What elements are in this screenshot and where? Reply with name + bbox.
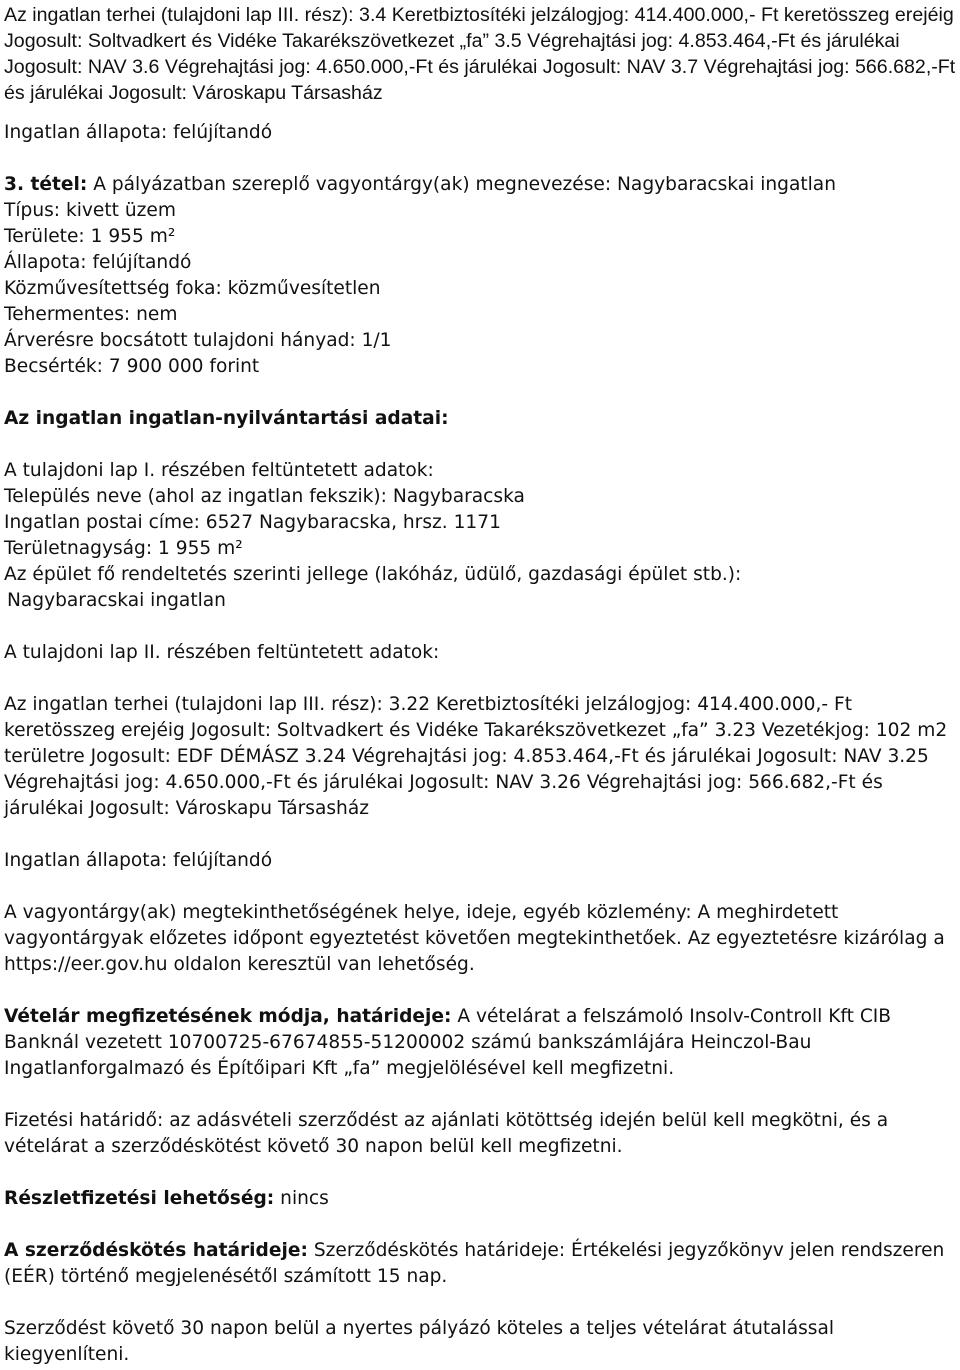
- contract-deadline-text: Szerződéskötés határideje: Értékelési jegyzőkönyv jelen rendszeren (EÉR) történő megjelenésétől számított 15 nap.: [4, 1240, 945, 1287]
- registry-building-value: Nagybaracskai ingatlan: [7, 590, 226, 611]
- lot-title: [4, 172, 956, 198]
- registry-land-area: Területnagyság: 1 955 m²: [4, 538, 243, 559]
- installment-option: [4, 1186, 956, 1212]
- lot-type: Típus: kivett üzem: [4, 200, 176, 221]
- property-condition-2: Ingatlan állapota: felújítandó: [4, 850, 273, 871]
- payment-deadline: Fizetési határidő: az adásvételi szerződést az ajánlati kötöttség idején belül kell megkötni, és a vételárat a szerződéskötést követő 30 napon belül kell megfizetni.: [4, 1110, 889, 1157]
- lot-area: Területe: 1 955 m²: [4, 226, 176, 247]
- document-page: [4, 2, 956, 1368]
- lot-description: A pályázatban szereplő vagyontárgy(ak) megnevezése: Nagybaracskai ingatlan: [87, 174, 836, 195]
- installment-text: nincs: [274, 1188, 329, 1209]
- lot-number-label: 3. tétel:: [4, 174, 88, 195]
- payment-method: [4, 1004, 956, 1082]
- contract-deadline: [4, 1238, 956, 1290]
- contract-deadline-label: A szerződéskötés határideje:: [4, 1240, 308, 1261]
- registry-building-character: Az épület fő rendeltetés szerinti jellege (lakóház, üdülő, gazdasági épület stb.):: [4, 564, 742, 585]
- lot-utilities: Közművesítettség foka: közművesítetlen: [4, 278, 381, 299]
- lot-unencumbered: Tehermentes: nem: [4, 304, 178, 325]
- encumbrance-paragraph-1: Az ingatlan terhei (tulajdoni lap III. rész): 3.4 Keretbiztosítéki jelzálogjog: 414.400.000,- Ft keretösszeg erejéig Jogosult: Soltvadkert és Vidéke Takarékszövetkezet „fa” 3.5 Végrehajtási jog: 4.853.464,-Ft és járulékai Jogosult: NAV 3.6 Végrehajtási jog: 4.650.000,-Ft és járulékai Jogosult: NAV 3.7 Végrehajtási jog: 566.682,-Ft és járulékai Jogosult: Városkapu Társasház: [4, 4, 956, 104]
- registry-postal-address: Ingatlan postai címe: 6527 Nagybaracska, hrsz. 1171: [4, 512, 501, 533]
- installment-label: Részletfizetési lehetőség:: [4, 1188, 275, 1209]
- lot-valuation: Becsérték: 7 900 000 forint: [4, 356, 260, 377]
- viewing-notice: A vagyontárgy(ak) megtekinthetőségének helye, ideje, egyéb közlemény: A meghirdetett vagyontárgyak előzetes időpont egyeztetést követően megtekinthetőek. Az egyeztetésre kizárólag a https://eer.gov.hu oldalon keresztül van lehetőség.: [4, 902, 945, 975]
- final-transfer-note: Szerződést követő 30 napon belül a nyertes pályázó köteles a teljes vételárat átutalással kiegyenlíteni.: [4, 1318, 835, 1365]
- payment-text: A vételárat a felszámoló Insolv-Controll Kft CIB Banknál vezetett 10700725-67674855-51200002 számú bankszámlájára Heinczol-Bau Ingatlanforgalmazó és Építőipari Kft „fa” megjelölésével kell megfizetni.: [4, 1006, 892, 1079]
- registry-part2-heading: A tulajdoni lap II. részében feltüntetett adatok:: [4, 642, 440, 663]
- registry-heading: Az ingatlan ingatlan-nyilvántartási adatai:: [4, 408, 449, 429]
- lot-share: Árverésre bocsátott tulajdoni hányad: 1/1: [4, 330, 392, 351]
- registry-settlement: Település neve (ahol az ingatlan fekszik): Nagybaracska: [4, 486, 525, 507]
- payment-label: Vételár megfizetésének módja, határideje:: [4, 1006, 452, 1027]
- property-condition-1: Ingatlan állapota: felújítandó: [4, 122, 273, 143]
- lot-state: Állapota: felújítandó: [4, 252, 192, 273]
- registry-part1-heading: A tulajdoni lap I. részében feltüntetett adatok:: [4, 460, 434, 481]
- encumbrance-paragraph-2: Az ingatlan terhei (tulajdoni lap III. rész): 3.22 Keretbiztosítéki jelzálogjog: 414.400.000,- Ft keretösszeg erejéig Jogosult: Soltvadkert és Vidéke Takarékszövetkezet „fa” 3.23 Vezetékjog: 102 m2 területre Jogosult: EDF DÉMÁSZ 3.24 Végrehajtási jog: 4.853.464,-Ft és járulékai Jogosult: NAV 3.25 Végrehajtási jog: 4.650.000,-Ft és járulékai Jogosult: NAV 3.26 Végrehajtási jog: 566.682,-Ft és járulékai Jogosult: Városkapu Társasház: [4, 694, 948, 819]
